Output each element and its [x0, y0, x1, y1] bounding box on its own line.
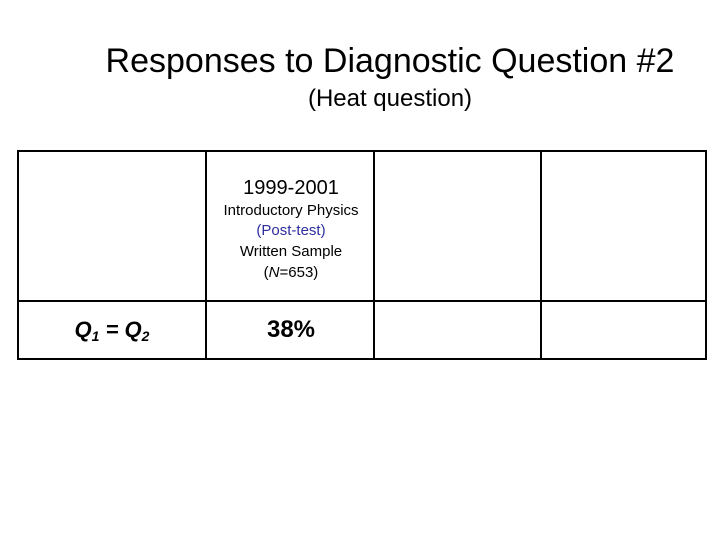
column-divider-3 — [540, 152, 542, 358]
column-test-type: (Post-test) — [256, 222, 326, 239]
slide-title: Responses to Diagnostic Question #2 — [105, 42, 675, 80]
row-value: 38% — [266, 316, 316, 343]
column-period: 1999-2001 — [243, 177, 339, 199]
row-label: $Q_1 = Q_2$ — [74, 317, 150, 344]
column-sample-size: (N=653) — [263, 264, 319, 281]
slide-subtitle: (Heat question) — [307, 85, 473, 112]
results-table — [17, 150, 707, 360]
column-header — [207, 152, 375, 300]
column-course: Introductory Physics — [223, 202, 359, 219]
column-sample: Written Sample — [239, 243, 343, 260]
